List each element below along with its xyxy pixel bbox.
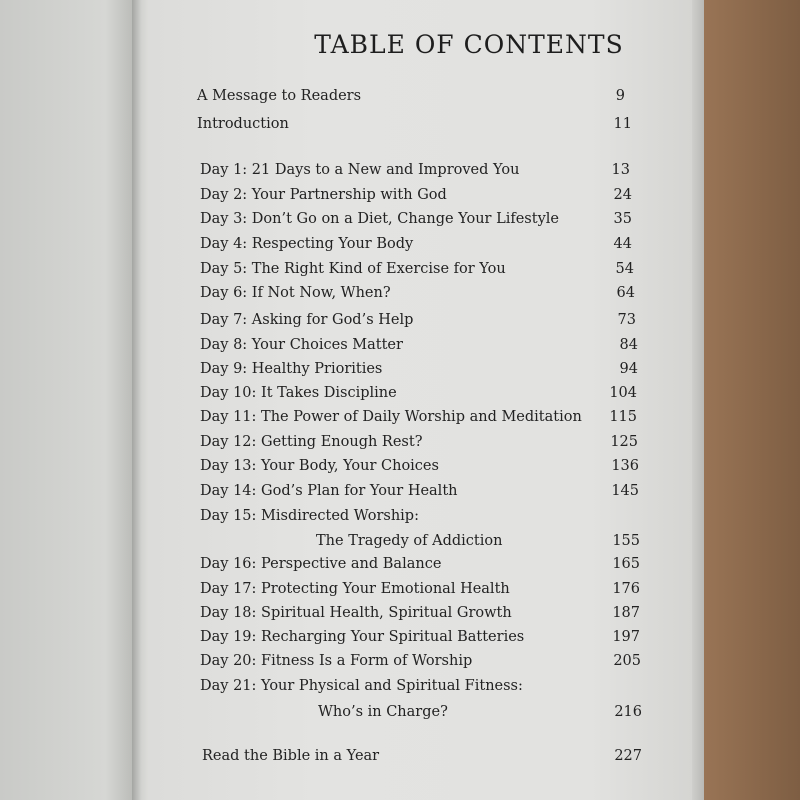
toc-entry-title: A Message to Readers — [197, 88, 362, 104]
toc-entry — [148, 653, 700, 675]
toc-entry — [148, 361, 700, 383]
toc-entry-page-number: 216 — [614, 704, 642, 720]
toc-entry-title: Day 21: Your Physical and Spiritual Fitness: — [200, 678, 523, 694]
toc-entry-title: Day 12: Getting Enough Rest? — [200, 434, 423, 450]
toc-entry-page-number: 155 — [612, 533, 640, 549]
toc-entry — [148, 748, 700, 770]
toc-entry-page-number: 54 — [615, 261, 634, 277]
toc-entry-title: Day 17: Protecting Your Emotional Health — [200, 581, 510, 597]
toc-entry-title: Day 15: Misdirected Worship: — [200, 508, 419, 524]
page-edge — [692, 0, 704, 800]
toc-entry-page-number: 227 — [614, 748, 642, 764]
toc-entry-title: Day 9: Healthy Priorities — [200, 361, 383, 377]
toc-entry-page-number: 104 — [609, 385, 637, 401]
toc-entry-title: Day 14: God’s Plan for Your Health — [200, 483, 458, 499]
toc-entry-title: Day 7: Asking for God’s Help — [200, 312, 414, 328]
toc-entry — [148, 434, 700, 456]
toc-entry — [148, 162, 700, 184]
toc-entry — [148, 116, 700, 138]
toc-entry-page-number: 11 — [613, 116, 632, 132]
toc-entry-page-number: 197 — [612, 629, 640, 645]
toc-entry-page-number: 165 — [612, 556, 640, 572]
toc-entry — [148, 187, 700, 209]
toc-entry-title: The Tragedy of Addiction — [316, 533, 503, 549]
toc-entry-title: Day 1: 21 Days to a New and Improved You — [200, 162, 520, 178]
toc-entry-title: Day 18: Spiritual Health, Spiritual Growth — [200, 605, 512, 621]
toc-entry — [148, 409, 700, 431]
toc-entry — [148, 285, 700, 307]
toc-entry-title: Read the Bible in a Year — [202, 748, 380, 764]
toc-entry-title: Day 5: The Right Kind of Exercise for You — [200, 261, 506, 277]
toc-entry — [148, 261, 700, 283]
toc-entry-page-number: 35 — [613, 211, 632, 227]
toc-entry-page-number: 84 — [619, 337, 638, 353]
toc-entry — [148, 508, 700, 530]
toc-entry-page-number: 24 — [613, 187, 632, 203]
toc-entry-title: Day 2: Your Partnership with God — [200, 187, 447, 203]
toc-entry-page-number: 205 — [613, 653, 641, 669]
toc-entry — [148, 581, 700, 603]
toc-entry-title: Day 13: Your Body, Your Choices — [200, 458, 439, 474]
toc-entry-title: Day 10: It Takes Discipline — [200, 385, 397, 401]
toc-entry — [148, 458, 700, 480]
toc-entry-page-number: 125 — [610, 434, 638, 450]
toc-entry-page-number: 44 — [613, 236, 632, 252]
toc-entry — [148, 211, 700, 233]
toc-entry — [148, 236, 700, 258]
toc-entry — [148, 629, 700, 651]
toc-entry-page-number: 64 — [616, 285, 635, 301]
toc-entry-page-number: 115 — [609, 409, 637, 425]
toc-entry-page-number: 145 — [611, 483, 639, 499]
toc-entry-page-number: 9 — [615, 88, 625, 104]
toc-entry-title: Introduction — [197, 116, 289, 132]
toc-entry-title: Day 4: Respecting Your Body — [200, 236, 414, 252]
toc-entry-page-number: 187 — [612, 605, 640, 621]
toc-entry — [148, 385, 700, 407]
toc-title: TABLE OF CONTENTS — [314, 30, 624, 59]
toc-entry — [148, 605, 700, 627]
book-gutter — [132, 0, 148, 800]
toc-entry-title: Who’s in Charge? — [318, 704, 448, 720]
toc-entry-title: Day 3: Don’t Go on a Diet, Change Your Lifestyle — [200, 211, 559, 227]
toc-entry — [148, 556, 700, 578]
toc-entry — [148, 483, 700, 505]
toc-entry-page-number: 94 — [619, 361, 638, 377]
toc-entry-title: Day 20: Fitness Is a Form of Worship — [200, 653, 473, 669]
toc-entry — [148, 678, 700, 700]
toc-entry — [148, 704, 700, 726]
toc-page — [148, 0, 700, 800]
toc-entry-title: Day 16: Perspective and Balance — [200, 556, 442, 572]
toc-entry-title: Day 19: Recharging Your Spiritual Batteries — [200, 629, 525, 645]
toc-entry-page-number: 176 — [612, 581, 640, 597]
toc-entry — [148, 533, 700, 555]
opposite-page — [0, 0, 132, 800]
toc-entry-page-number: 73 — [617, 312, 636, 328]
toc-entry — [148, 312, 700, 334]
toc-entry-title: Day 6: If Not Now, When? — [200, 285, 391, 301]
toc-entry-title: Day 8: Your Choices Matter — [200, 337, 403, 353]
toc-entry-page-number: 13 — [611, 162, 630, 178]
toc-entry-title: Day 11: The Power of Daily Worship and Meditation — [200, 409, 582, 425]
toc-entry — [148, 88, 700, 110]
toc-entry-page-number: 136 — [611, 458, 639, 474]
toc-entry — [148, 337, 700, 359]
table-surface — [700, 0, 800, 800]
